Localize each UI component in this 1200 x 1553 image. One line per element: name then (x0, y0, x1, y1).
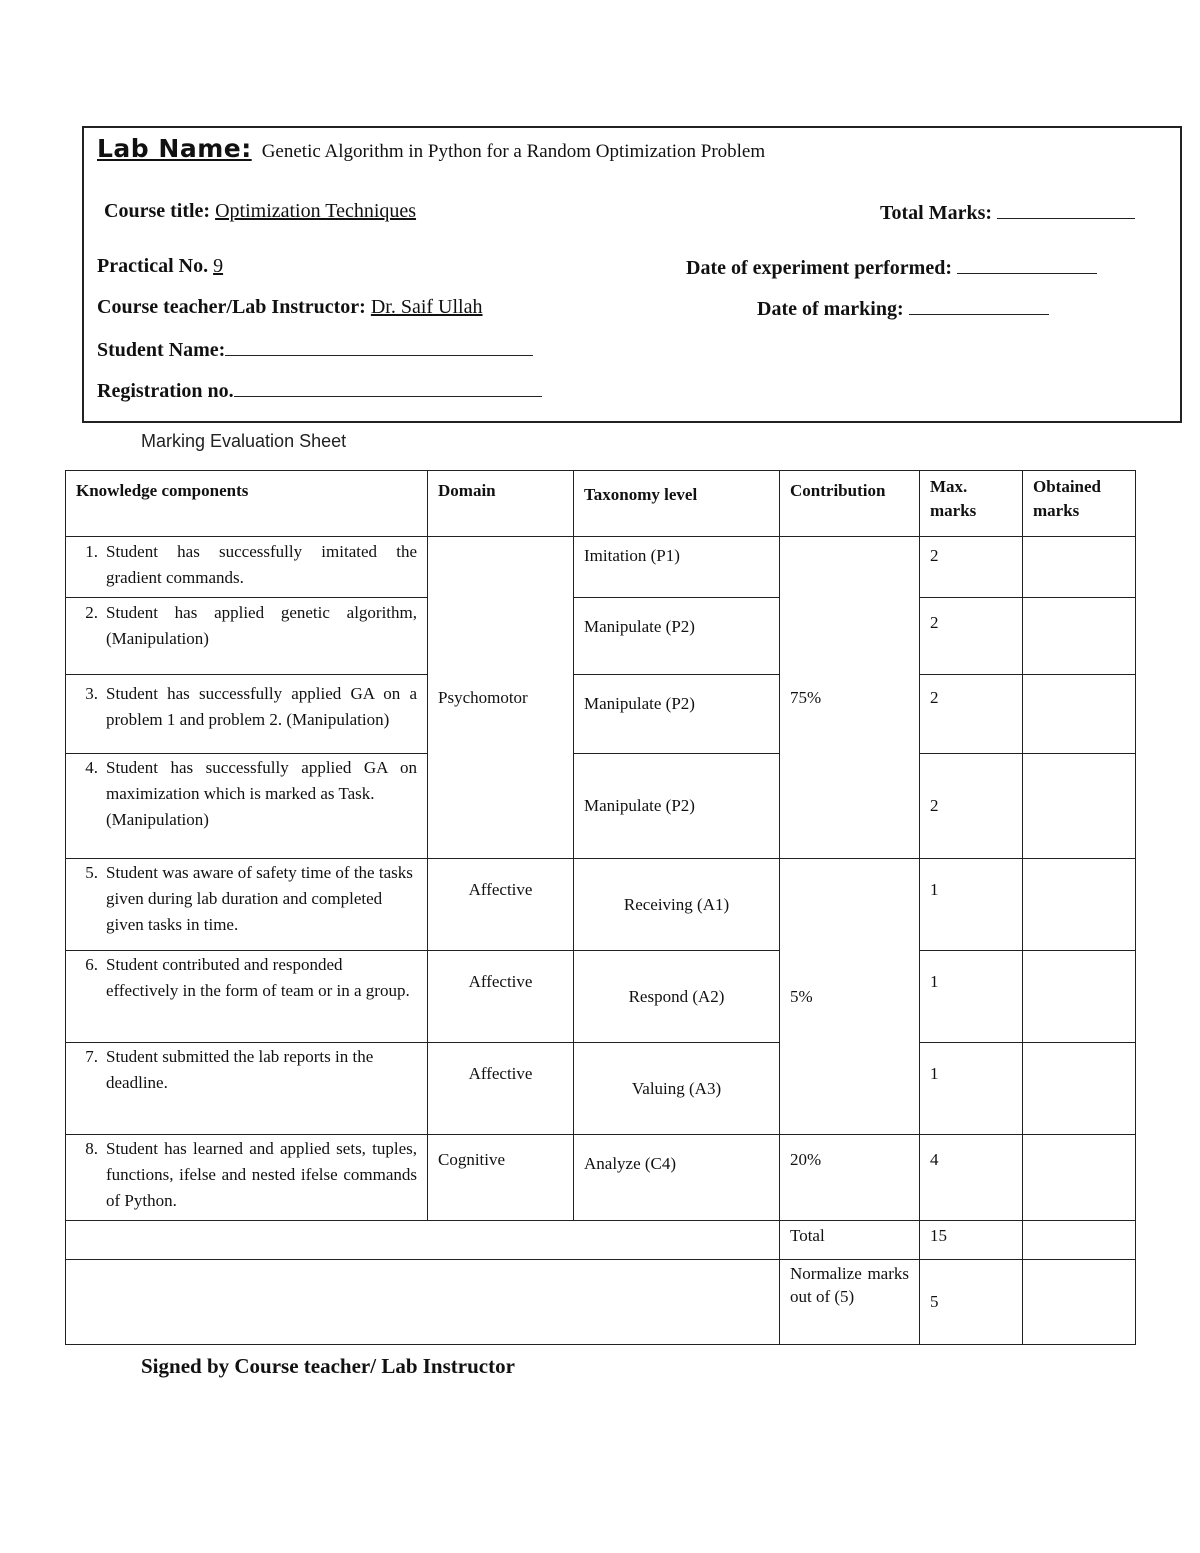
obtained-marks-cell[interactable] (1023, 859, 1136, 951)
table-row (66, 598, 1136, 675)
teacher-line (97, 296, 483, 319)
col-header-taxonomy: Taxonomy level (574, 471, 780, 537)
knowledge-text: Student has successfully imitated the gradient commands. (106, 542, 417, 587)
date-performed-line (686, 255, 1097, 280)
taxonomy-cell: Receiving (A1) (574, 859, 780, 951)
taxonomy-cell: Manipulate (P2) (574, 598, 780, 675)
domain-cell: Affective (428, 859, 574, 951)
taxonomy-cell: Analyze (C4) (574, 1135, 780, 1221)
total-marks-blank (997, 200, 1135, 219)
row-number: 4. (85, 758, 98, 777)
obtained-marks-cell[interactable] (1023, 1043, 1136, 1135)
max-marks-cell: 2 (920, 537, 1023, 598)
teacher-label: Course teacher/Lab Instructor: (97, 296, 366, 318)
max-marks-cell: 2 (920, 754, 1023, 859)
knowledge-text: Student has successfully applied GA on a problem 1 and problem 2. (Manipulation) (106, 684, 417, 729)
taxonomy-cell: Imitation (P1) (574, 537, 780, 598)
row-number: 3. (85, 684, 98, 703)
table-row (66, 859, 1136, 951)
taxonomy-cell: Respond (A2) (574, 951, 780, 1043)
course-title-label: Course title: (104, 200, 211, 222)
knowledge-text: Student was aware of safety time of the tasks given during lab duration and completed given tasks in time. (106, 863, 413, 934)
domain-cell: Affective (428, 951, 574, 1043)
practical-no-label: Practical No. (97, 255, 209, 277)
date-marking-line (757, 296, 1049, 321)
knowledge-text: Student has learned and applied sets, tuples, functions, ifelse and nested ifelse commands of Python. (106, 1139, 417, 1210)
course-title-value: Optimization Techniques (215, 200, 417, 222)
obtained-marks-cell[interactable] (1023, 675, 1136, 754)
taxonomy-cell: Valuing (A3) (574, 1043, 780, 1135)
lab-name-label: Lab Name: (97, 134, 252, 163)
total-marks-label: Total Marks: (880, 202, 993, 224)
knowledge-cell (66, 754, 428, 859)
normalize-label: Normalize marks out of (5) (780, 1260, 920, 1345)
obtained-marks-cell[interactable] (1023, 1135, 1136, 1221)
student-name-blank (225, 337, 533, 356)
col-header-knowledge: Knowledge components (66, 471, 428, 537)
knowledge-cell (66, 675, 428, 754)
practical-no-value: 9 (213, 255, 224, 277)
col-header-obtained-marks: Obtained marks (1023, 471, 1136, 537)
knowledge-cell (66, 951, 428, 1043)
normalize-row (66, 1260, 1136, 1345)
table-row (66, 1135, 1136, 1221)
taxonomy-cell: Manipulate (P2) (574, 754, 780, 859)
table-row (66, 537, 1136, 598)
total-label: Total (780, 1221, 920, 1260)
signature-line: Signed by Course teacher/ Lab Instructor (141, 1354, 515, 1378)
max-marks-cell: 1 (920, 1043, 1023, 1135)
date-performed-blank (957, 255, 1097, 274)
practical-no-line (97, 255, 223, 278)
knowledge-cell (66, 598, 428, 675)
col-header-contribution: Contribution (780, 471, 920, 537)
max-marks-cell: 1 (920, 859, 1023, 951)
knowledge-cell (66, 537, 428, 598)
contribution-cell-cognitive: 20% (780, 1135, 920, 1221)
course-title-line (104, 200, 416, 223)
table-header-row (66, 471, 1136, 537)
date-marking-label: Date of marking: (757, 298, 904, 320)
registration-label: Registration no. (97, 380, 234, 402)
student-name-line (97, 337, 533, 362)
max-marks-cell: 4 (920, 1135, 1023, 1221)
total-marks-line (880, 200, 1135, 225)
date-marking-blank (909, 296, 1049, 315)
knowledge-text: Student has applied genetic algorithm, (Manipulation) (106, 603, 417, 648)
total-value: 15 (920, 1221, 1023, 1260)
col-header-domain: Domain (428, 471, 574, 537)
contribution-cell-affective: 5% (780, 859, 920, 1135)
max-marks-cell: 1 (920, 951, 1023, 1043)
total-obtained-cell[interactable] (1023, 1221, 1136, 1260)
row-number: 8. (85, 1139, 98, 1158)
normalize-obtained-cell[interactable] (1023, 1260, 1136, 1345)
evaluation-table (65, 470, 1136, 1345)
domain-cell-psychomotor: Psychomotor (428, 537, 574, 859)
total-row-spacer (66, 1221, 780, 1260)
max-marks-cell: 2 (920, 598, 1023, 675)
table-row (66, 951, 1136, 1043)
registration-blank (234, 378, 542, 397)
knowledge-cell (66, 859, 428, 951)
student-name-label: Student Name: (97, 339, 226, 361)
knowledge-text-note: (Manipulation) (106, 810, 209, 829)
normalize-row-spacer (66, 1260, 780, 1345)
obtained-marks-cell[interactable] (1023, 951, 1136, 1043)
knowledge-text: Student has successfully applied GA on maximization which is marked as Task. (106, 758, 417, 803)
table-row (66, 1043, 1136, 1135)
table-row (66, 754, 1136, 859)
domain-cell: Affective (428, 1043, 574, 1135)
registration-line (97, 378, 542, 403)
row-number: 2. (85, 603, 98, 622)
teacher-value: Dr. Saif Ullah (370, 296, 483, 318)
row-number: 6. (85, 955, 98, 974)
obtained-marks-cell[interactable] (1023, 537, 1136, 598)
row-number: 5. (85, 863, 98, 882)
total-row (66, 1221, 1136, 1260)
lab-name-value: Genetic Algorithm in Python for a Random Optimization Problem (261, 141, 766, 162)
taxonomy-cell: Manipulate (P2) (574, 675, 780, 754)
table-row (66, 675, 1136, 754)
knowledge-cell (66, 1135, 428, 1221)
knowledge-cell (66, 1043, 428, 1135)
row-number: 1. (85, 542, 98, 561)
knowledge-text: Student submitted the lab reports in the deadline. (106, 1047, 374, 1092)
row-number: 7. (85, 1047, 98, 1066)
date-performed-label: Date of experiment performed: (686, 257, 953, 279)
contribution-cell-psychomotor: 75% (780, 537, 920, 859)
obtained-marks-cell[interactable] (1023, 754, 1136, 859)
lab-name-line (97, 134, 765, 163)
normalize-value: 5 (920, 1260, 1023, 1345)
domain-cell: Cognitive (428, 1135, 574, 1221)
obtained-marks-cell[interactable] (1023, 598, 1136, 675)
sheet-subtitle: Marking Evaluation Sheet (141, 431, 347, 451)
max-marks-cell: 2 (920, 675, 1023, 754)
col-header-max-marks: Max. marks (920, 471, 1023, 537)
knowledge-text: Student contributed and responded effectively in the form of team or in a group. (106, 955, 410, 1000)
